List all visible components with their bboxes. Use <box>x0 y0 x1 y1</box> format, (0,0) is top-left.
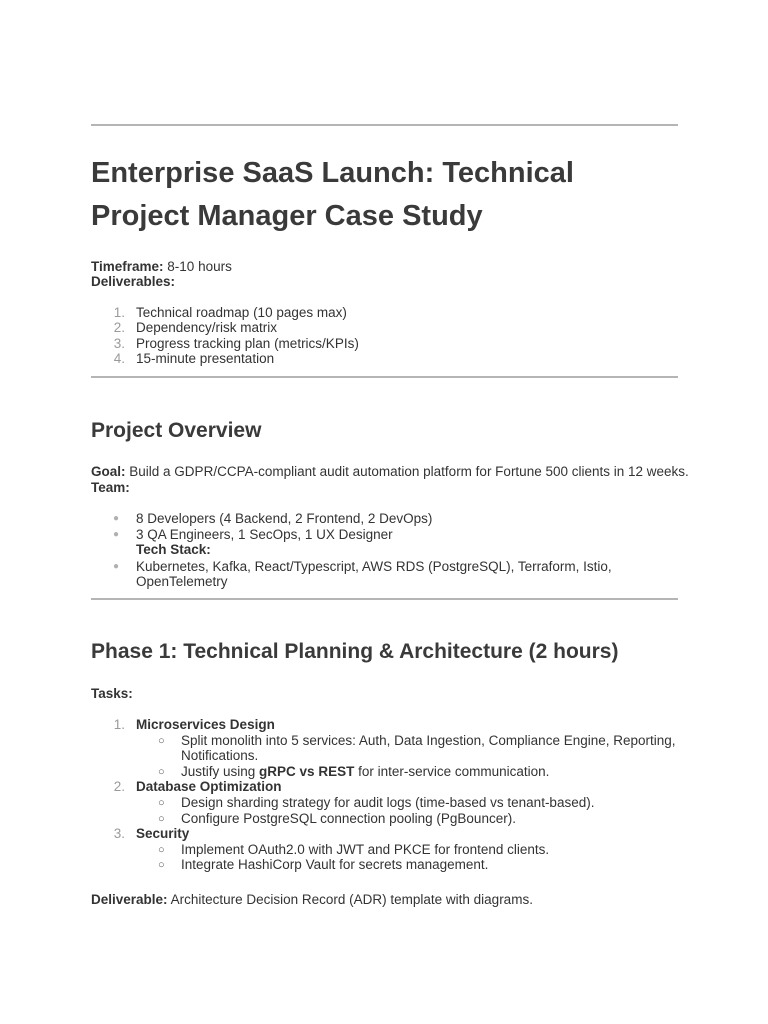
section-heading-overview: Project Overview <box>91 419 262 442</box>
tasks-label: Tasks: <box>91 686 133 701</box>
list-number: 3. <box>113 336 125 351</box>
section-heading-phase1: Phase 1: Technical Planning & Architecture (2 hours) <box>91 640 619 663</box>
task-subitem: Configure PostgreSQL connection pooling (PgBouncer). <box>181 811 516 826</box>
deliverable-line <box>91 892 533 908</box>
page-title: Enterprise SaaS Launch: Technical Project Manager Case Study <box>91 157 574 232</box>
list-item: 3 QA Engineers, 1 SecOps, 1 UX Designer <box>136 527 393 542</box>
list-item: Progress tracking plan (metrics/KPIs) <box>136 336 359 351</box>
task-title: Microservices Design <box>136 717 275 732</box>
task-subitem <box>181 764 549 780</box>
deliverable-text: Architecture Decision Record (ADR) template with diagrams. <box>170 892 533 907</box>
bullet-icon: ● <box>113 529 120 540</box>
task-title: Security <box>136 826 190 841</box>
circle-bullet-icon: ○ <box>158 813 165 825</box>
deliverables-label-line <box>91 274 175 290</box>
list-number: 2. <box>113 320 125 335</box>
task-subitem-text: for inter-service communication. <box>354 764 550 779</box>
timeframe-value: 8-10 hours <box>167 259 232 274</box>
task-subitem: Integrate HashiCorp Vault for secrets management. <box>181 857 489 872</box>
team-label: Team: <box>91 480 130 495</box>
list-number: 4. <box>113 351 125 366</box>
circle-bullet-icon: ○ <box>158 844 165 856</box>
timeframe-label: Timeframe: <box>91 259 164 274</box>
tech-stack-label: Tech Stack: <box>136 542 211 557</box>
circle-bullet-icon: ○ <box>158 797 165 809</box>
task-subitem: Design sharding strategy for audit logs (time-based vs tenant-based). <box>181 795 595 810</box>
horizontal-rule <box>91 598 678 600</box>
list-number: 1. <box>113 717 125 732</box>
tasks-label-line <box>91 686 133 702</box>
bullet-icon: ● <box>113 513 120 524</box>
goal-text: Build a GDPR/CCPA-compliant audit automation platform for Fortune 500 clients in 12 weeks. <box>129 464 689 479</box>
task-subitem-emphasis: gRPC vs REST <box>259 764 355 779</box>
list-number: 1. <box>113 305 125 320</box>
task-subitem-text: Justify using <box>181 764 260 779</box>
task-subitem: Notifications. <box>181 748 259 763</box>
circle-bullet-icon: ○ <box>158 766 165 778</box>
task-subitem: Implement OAuth2.0 with JWT and PKCE for frontend clients. <box>181 842 550 857</box>
goal-label: Goal: <box>91 464 126 479</box>
goal-line <box>91 464 689 480</box>
team-label-line <box>91 480 130 496</box>
bullet-icon: ● <box>113 561 120 572</box>
tech-stack-line: OpenTelemetry <box>136 574 228 589</box>
task-title: Database Optimization <box>136 779 282 794</box>
list-item: 15-minute presentation <box>136 351 275 366</box>
list-item: Dependency/risk matrix <box>136 320 278 335</box>
task-subitem: Split monolith into 5 services: Auth, Data Ingestion, Compliance Engine, Reporting, <box>181 733 676 748</box>
circle-bullet-icon: ○ <box>158 859 165 871</box>
list-number: 2. <box>113 779 125 794</box>
timeframe-line <box>91 259 232 275</box>
horizontal-rule <box>91 376 678 378</box>
circle-bullet-icon: ○ <box>158 735 165 747</box>
list-item: 8 Developers (4 Backend, 2 Frontend, 2 DevOps) <box>136 511 433 526</box>
tech-stack-line: Kubernetes, Kafka, React/Typescript, AWS RDS (PostgreSQL), Terraform, Istio, <box>136 559 612 574</box>
deliverables-label: Deliverables: <box>91 274 176 289</box>
list-item: Technical roadmap (10 pages max) <box>136 305 347 320</box>
deliverable-label: Deliverable: <box>91 892 168 907</box>
horizontal-rule <box>91 124 678 126</box>
list-number: 3. <box>113 826 125 841</box>
